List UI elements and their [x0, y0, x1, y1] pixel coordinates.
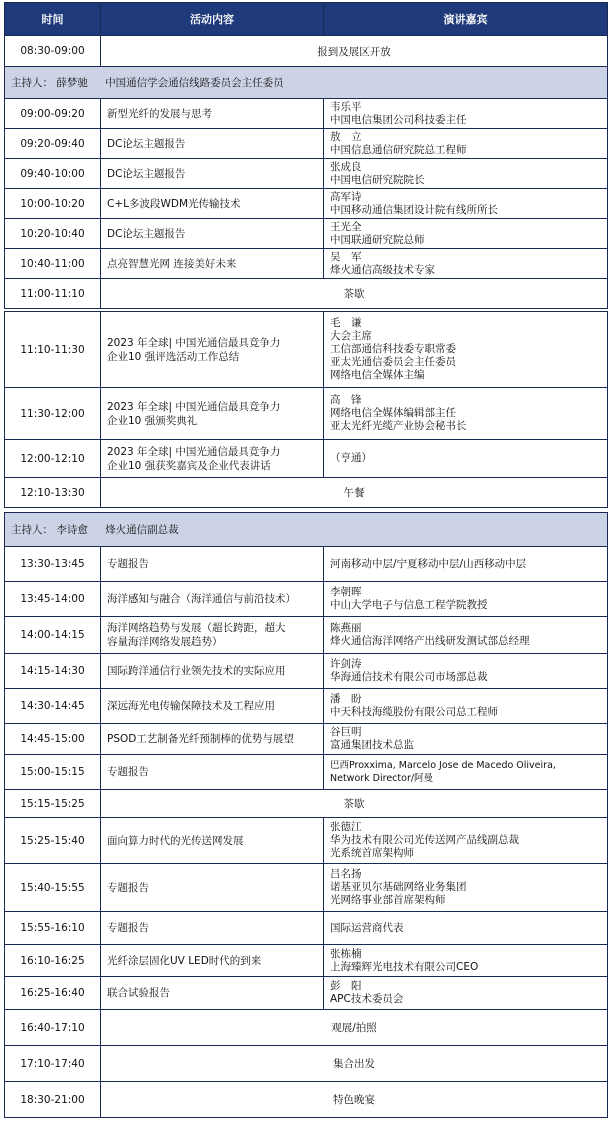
- speaker-name: 国际运营商代表: [330, 921, 404, 934]
- row-activity: [101, 617, 324, 654]
- table-row: [5, 547, 608, 582]
- header-time: 时间: [5, 3, 101, 36]
- row-speaker: [324, 617, 608, 654]
- row-activity: [101, 945, 324, 977]
- speaker-name: 高军诗: [330, 190, 362, 203]
- row-event: 报到及展区开放: [101, 36, 608, 67]
- row-speaker: [324, 689, 608, 724]
- row-event: 茶歇: [101, 279, 608, 309]
- table-row: [5, 945, 608, 977]
- speaker-name: 韦乐平: [330, 100, 362, 113]
- activity-line: 深远海光电传输保障技术及工程应用: [107, 700, 275, 712]
- header-activity: 活动内容: [101, 3, 324, 36]
- activity-line: 海洋网络趋势与发展（超长跨距，超大: [107, 622, 286, 634]
- row-speaker: [324, 945, 608, 977]
- row-activity: [101, 755, 324, 790]
- row-activity: [101, 724, 324, 755]
- activity-line: 企业10 强颁奖典礼: [107, 414, 198, 427]
- speaker-name: 许剑涛: [330, 658, 362, 670]
- host-cell: [5, 513, 608, 547]
- speaker-title: 华海通信技术有限公司市场部总裁: [330, 671, 488, 683]
- table-row: [5, 724, 608, 755]
- speaker-title: 中国移动通信集团设计院有线所所长: [330, 203, 498, 216]
- row-activity: [101, 440, 324, 478]
- row-time: 11:00-11:10: [5, 279, 101, 309]
- activity-line: 海洋感知与融合（海洋通信与前沿技术）: [107, 593, 296, 605]
- row-activity: [101, 818, 324, 864]
- host-label: 主持人：: [11, 524, 53, 536]
- table-row: [5, 818, 608, 864]
- row-speaker: [324, 912, 608, 945]
- row-activity: [101, 864, 324, 912]
- activity-line: 企业10 强获奖嘉宾及企业代表讲话: [107, 459, 271, 472]
- row-speaker: [324, 159, 608, 189]
- row-event: 茶歇: [101, 790, 608, 818]
- speaker-title: 网络电信全媒体编辑部主任: [330, 407, 456, 419]
- speaker-title: 烽火通信海洋网络产出线研发测试部总经理: [330, 635, 530, 647]
- row-activity: [101, 312, 324, 388]
- row-speaker: [324, 249, 608, 279]
- speaker-name: 彭 阳: [330, 980, 362, 992]
- row-speaker: [324, 99, 608, 129]
- activity-line: 2023 年全球| 中国光通信最具竞争力: [107, 445, 281, 458]
- speaker-name: 吕名扬: [330, 868, 362, 880]
- table-row: [5, 249, 608, 279]
- speaker-name: 张德江: [330, 821, 362, 833]
- row-time: 10:20-10:40: [5, 219, 101, 249]
- speaker-name: 潘 盼: [330, 693, 362, 705]
- row-speaker: [324, 818, 608, 864]
- row-speaker: [324, 755, 608, 790]
- row-time: 12:10-13:30: [5, 478, 101, 508]
- row-activity: 新型光纤的发展与思考: [101, 99, 324, 129]
- table-row: [5, 189, 608, 219]
- table-row: [5, 36, 608, 67]
- activity-line: 专题报告: [107, 922, 149, 934]
- speaker-name: 高 锋: [330, 394, 362, 406]
- activity-line: 光纤涂层固化UV LED时代的到来: [107, 954, 262, 967]
- speaker-title: 中国信息通信研究院总工程师: [330, 143, 467, 156]
- activity-line: PSOD工艺制备光纤预制棒的优势与展望: [107, 733, 294, 745]
- row-activity: [101, 654, 324, 689]
- row-time: 16:40-17:10: [5, 1010, 101, 1046]
- row-time: 14:45-15:00: [5, 724, 101, 755]
- speaker-title: 光网络事业部首席架构师: [330, 894, 446, 906]
- host-row: [5, 513, 608, 547]
- speaker-title: 大会主席: [330, 330, 372, 342]
- activity-line: 国际跨洋通信行业领先技术的实际应用: [107, 665, 286, 677]
- row-event: 午餐: [101, 478, 608, 508]
- row-speaker: [324, 388, 608, 440]
- row-time: 15:25-15:40: [5, 818, 101, 864]
- table-row: [5, 1010, 608, 1046]
- speaker-name: 陈燕丽: [330, 622, 362, 634]
- activity-line: 面向算力时代的光传送网发展: [107, 834, 244, 847]
- activity-line: 专题报告: [107, 558, 149, 570]
- row-activity: DC论坛主题报告: [101, 159, 324, 189]
- speaker-name: 王光全: [330, 220, 362, 233]
- header-speaker: 演讲嘉宾: [324, 3, 608, 36]
- activity-line: 专题报告: [107, 766, 149, 778]
- row-speaker: [324, 724, 608, 755]
- row-activity: 点亮智慧光网 连接美好未来: [101, 249, 324, 279]
- activity-line: 联合试验报告: [107, 987, 170, 999]
- row-time: 14:30-14:45: [5, 689, 101, 724]
- row-speaker: [324, 547, 608, 582]
- speaker-name: 河南移动中层/宁夏移动中层/山西移动中层: [330, 557, 527, 570]
- row-activity: [101, 912, 324, 945]
- speaker-name: 张栋楠: [330, 947, 362, 960]
- table-row: [5, 582, 608, 617]
- speaker-title: 中国联通研究院总师: [330, 233, 425, 246]
- table-row: [5, 159, 608, 189]
- row-speaker: [324, 977, 608, 1010]
- row-time: 10:40-11:00: [5, 249, 101, 279]
- row-time: 11:30-12:00: [5, 388, 101, 440]
- speaker-name: 张成良: [330, 160, 362, 173]
- speaker-title: 中天科技海缆股份有限公司总工程师: [330, 706, 498, 718]
- table-row: [5, 99, 608, 129]
- host-name: 薛梦驰: [56, 77, 88, 89]
- speaker-name: 李朝晖: [330, 586, 362, 598]
- row-speaker: [324, 582, 608, 617]
- row-event: 集合出发: [101, 1046, 608, 1082]
- speaker-title: 诺基亚贝尔基础网络业务集团: [330, 881, 467, 893]
- row-activity: C+L多波段WDM光传输技术: [101, 189, 324, 219]
- host-label: 主持人：: [11, 77, 53, 89]
- row-time: 09:40-10:00: [5, 159, 101, 189]
- row-activity: DC论坛主题报告: [101, 219, 324, 249]
- speaker-title: Network Director/阿曼: [330, 773, 434, 784]
- host-cell: [5, 67, 608, 99]
- speaker-title: 亚太光通信委员会主任委员: [330, 356, 456, 368]
- row-time: 13:30-13:45: [5, 547, 101, 582]
- table-row: [5, 689, 608, 724]
- row-speaker: [324, 312, 608, 388]
- row-time: 16:25-16:40: [5, 977, 101, 1010]
- row-speaker: [324, 440, 608, 478]
- row-time: 09:20-09:40: [5, 129, 101, 159]
- table-header-row: [5, 3, 608, 36]
- speaker-name: 毛 谦: [330, 317, 362, 329]
- table-row: [5, 912, 608, 945]
- speaker-title: 光系统首席架构师: [330, 847, 414, 859]
- speaker-name: （亨通）: [330, 452, 372, 464]
- row-time: 14:15-14:30: [5, 654, 101, 689]
- speaker-title: 网络电信全媒体主编: [330, 369, 425, 381]
- table-row: [5, 654, 608, 689]
- agenda-table-awards: [4, 311, 608, 508]
- row-time: 18:30-21:00: [5, 1082, 101, 1118]
- activity-line: 2023 年全球| 中国光通信最具竞争力: [107, 336, 281, 349]
- host-name: 李诗愈: [56, 524, 88, 536]
- row-activity: [101, 977, 324, 1010]
- row-speaker: [324, 129, 608, 159]
- row-activity: [101, 582, 324, 617]
- table-row: [5, 388, 608, 440]
- table-row: [5, 129, 608, 159]
- speaker-title: 烽火通信高级技术专家: [330, 263, 435, 276]
- speaker-title: 中国电信集团公司科技委主任: [330, 113, 467, 126]
- table-row: [5, 478, 608, 508]
- row-activity: [101, 689, 324, 724]
- table-row: [5, 1046, 608, 1082]
- row-time: 11:10-11:30: [5, 312, 101, 388]
- activity-line: 专题报告: [107, 881, 149, 894]
- row-speaker: [324, 219, 608, 249]
- table-row: [5, 312, 608, 388]
- row-speaker: [324, 864, 608, 912]
- row-time: 09:00-09:20: [5, 99, 101, 129]
- row-time: 15:15-15:25: [5, 790, 101, 818]
- row-speaker: [324, 189, 608, 219]
- row-event: 特色晚宴: [101, 1082, 608, 1118]
- speaker-title: 华为技术有限公司光传送网产品线副总裁: [330, 834, 519, 846]
- table-row: [5, 617, 608, 654]
- row-event: 观展/拍照: [101, 1010, 608, 1046]
- speaker-title: 工信部通信科技委专职常委: [330, 343, 456, 355]
- table-row: [5, 977, 608, 1010]
- row-speaker: [324, 654, 608, 689]
- row-time: 14:00-14:15: [5, 617, 101, 654]
- row-time: 16:10-16:25: [5, 945, 101, 977]
- host-row: [5, 67, 608, 99]
- row-time: 13:45-14:00: [5, 582, 101, 617]
- activity-line: 企业10 强评选活动工作总结: [107, 350, 240, 363]
- host-title: 中国通信学会通信线路委员会主任委员: [105, 77, 284, 89]
- row-time: 17:10-17:40: [5, 1046, 101, 1082]
- speaker-title: 中国电信研究院院长: [330, 173, 425, 186]
- table-row: [5, 219, 608, 249]
- speaker-name: 敖 立: [330, 130, 362, 143]
- table-row: [5, 864, 608, 912]
- row-activity: [101, 388, 324, 440]
- row-activity: [101, 547, 324, 582]
- activity-line: 2023 年全球| 中国光通信最具竞争力: [107, 400, 281, 413]
- row-time: 15:40-15:55: [5, 864, 101, 912]
- row-time: 12:00-12:10: [5, 440, 101, 478]
- host-title: 烽火通信副总裁: [105, 524, 179, 536]
- table-row: [5, 440, 608, 478]
- speaker-title: APC技术委员会: [330, 993, 404, 1005]
- speaker-name: 谷巨明: [330, 726, 362, 738]
- table-row: [5, 790, 608, 818]
- agenda-table-morning: [4, 2, 608, 309]
- row-time: 15:55-16:10: [5, 912, 101, 945]
- agenda-table-afternoon: [4, 512, 608, 1118]
- row-time: 10:00-10:20: [5, 189, 101, 219]
- table-row: [5, 279, 608, 309]
- speaker-name: 吴 军: [330, 250, 362, 263]
- row-time: 15:00-15:15: [5, 755, 101, 790]
- table-row: [5, 1082, 608, 1118]
- table-row: [5, 755, 608, 790]
- row-time: 08:30-09:00: [5, 36, 101, 67]
- speaker-title: 上海臻辉光电技术有限公司CEO: [330, 960, 479, 973]
- speaker-title: 亚太光纤光缆产业协会秘书长: [330, 420, 467, 432]
- speaker-name: 巴西Proxxima, Marcelo Jose de Macedo Oliveira,: [330, 760, 556, 771]
- row-activity: DC论坛主题报告: [101, 129, 324, 159]
- speaker-title: 富通集团技术总监: [330, 739, 414, 751]
- activity-line: 容量海洋网络发展趋势）: [107, 636, 223, 648]
- speaker-title: 中山大学电子与信息工程学院教授: [330, 599, 488, 611]
